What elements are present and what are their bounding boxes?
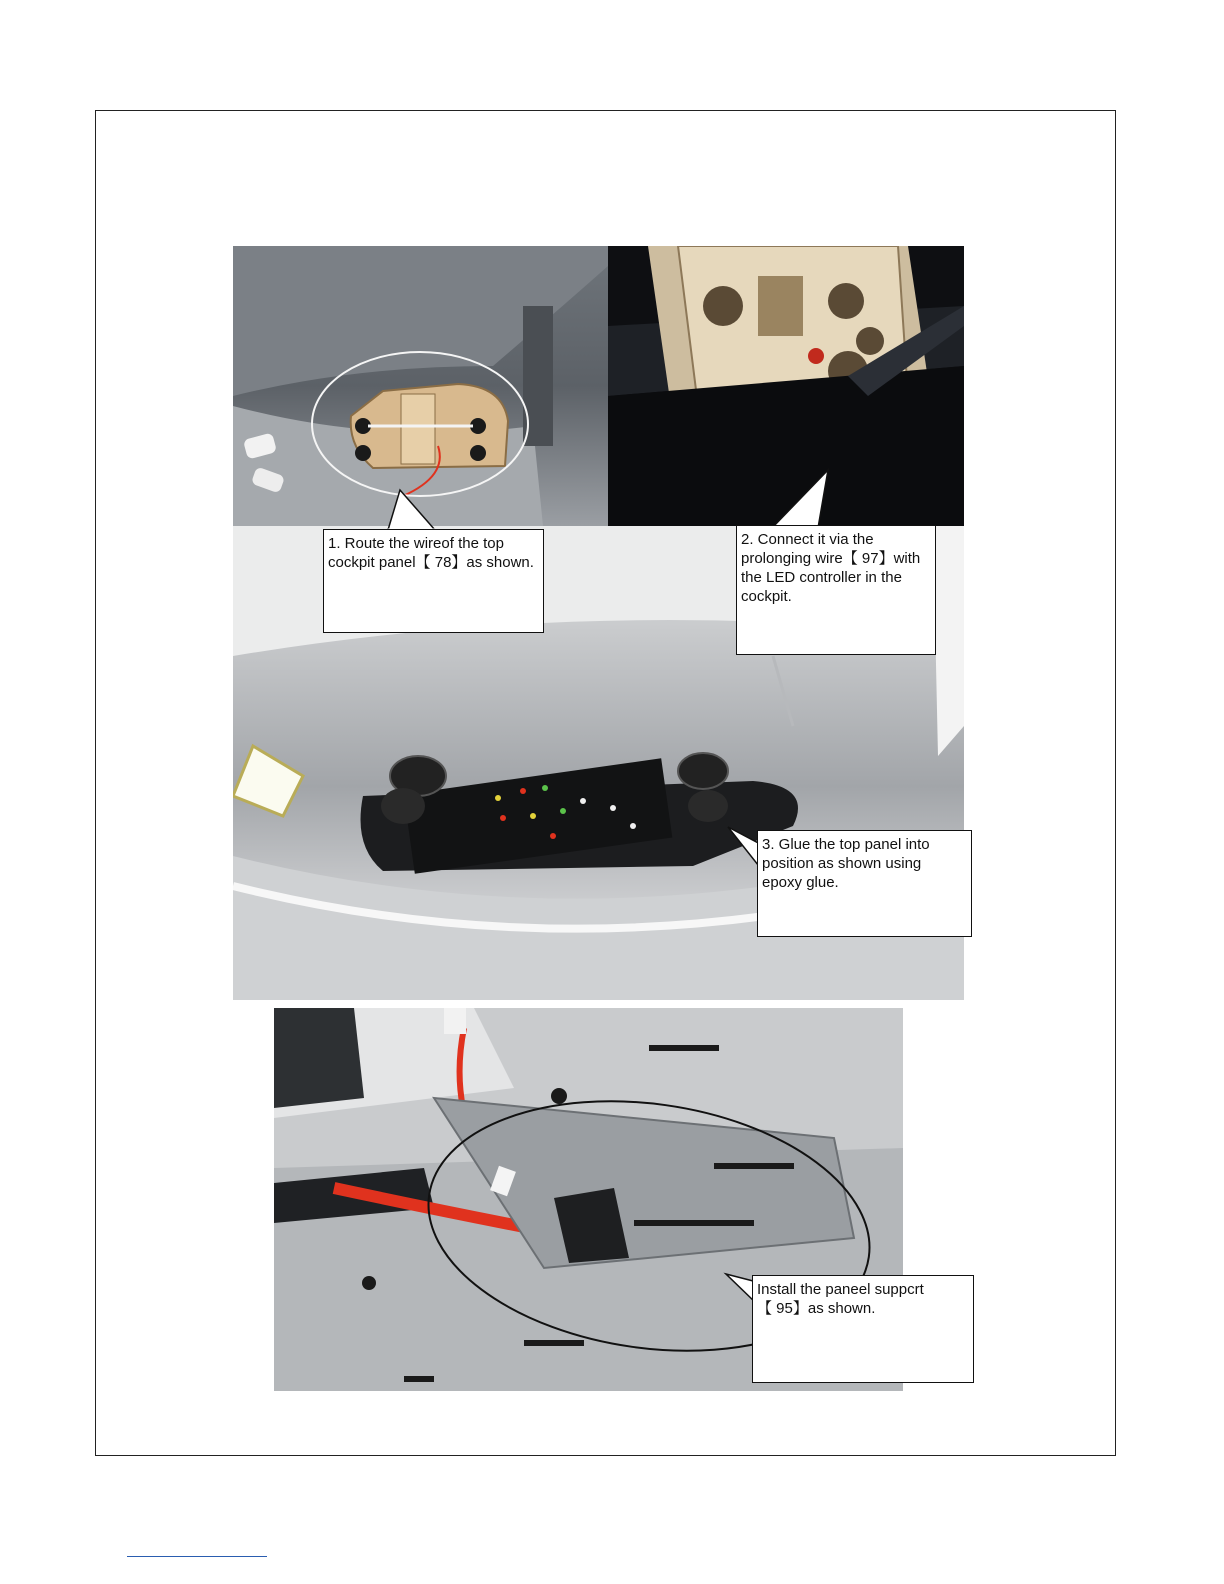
step4-line2: 【 95】as shown.: [757, 1300, 876, 1317]
step3-line3: epoxy glue.: [762, 874, 839, 891]
photo-route-wire: [233, 246, 608, 526]
callout-step2: [736, 525, 936, 655]
step1-line2: cockpit panel【 78】as shown.: [328, 554, 534, 571]
callout-step4: [752, 1275, 974, 1383]
step3-line2: position as shown using: [762, 855, 922, 872]
step2-line3: the LED controller in the: [741, 569, 902, 586]
callout-step1: [323, 529, 544, 633]
step1-line1: 1. Route the wireof the top: [328, 535, 504, 552]
step2-line4: cockpit.: [741, 588, 792, 605]
callout-step3: [757, 830, 972, 937]
footer-link-underline[interactable]: [127, 1556, 267, 1557]
step2-line1: 2. Connect it via the: [741, 531, 874, 548]
step2-line2: prolonging wire【 97】with: [741, 550, 921, 567]
step4-line1: Install the paneel suppcrt: [757, 1281, 924, 1298]
step3-line1: 3. Glue the top panel into: [762, 836, 930, 853]
pointer-step2: [770, 470, 850, 530]
